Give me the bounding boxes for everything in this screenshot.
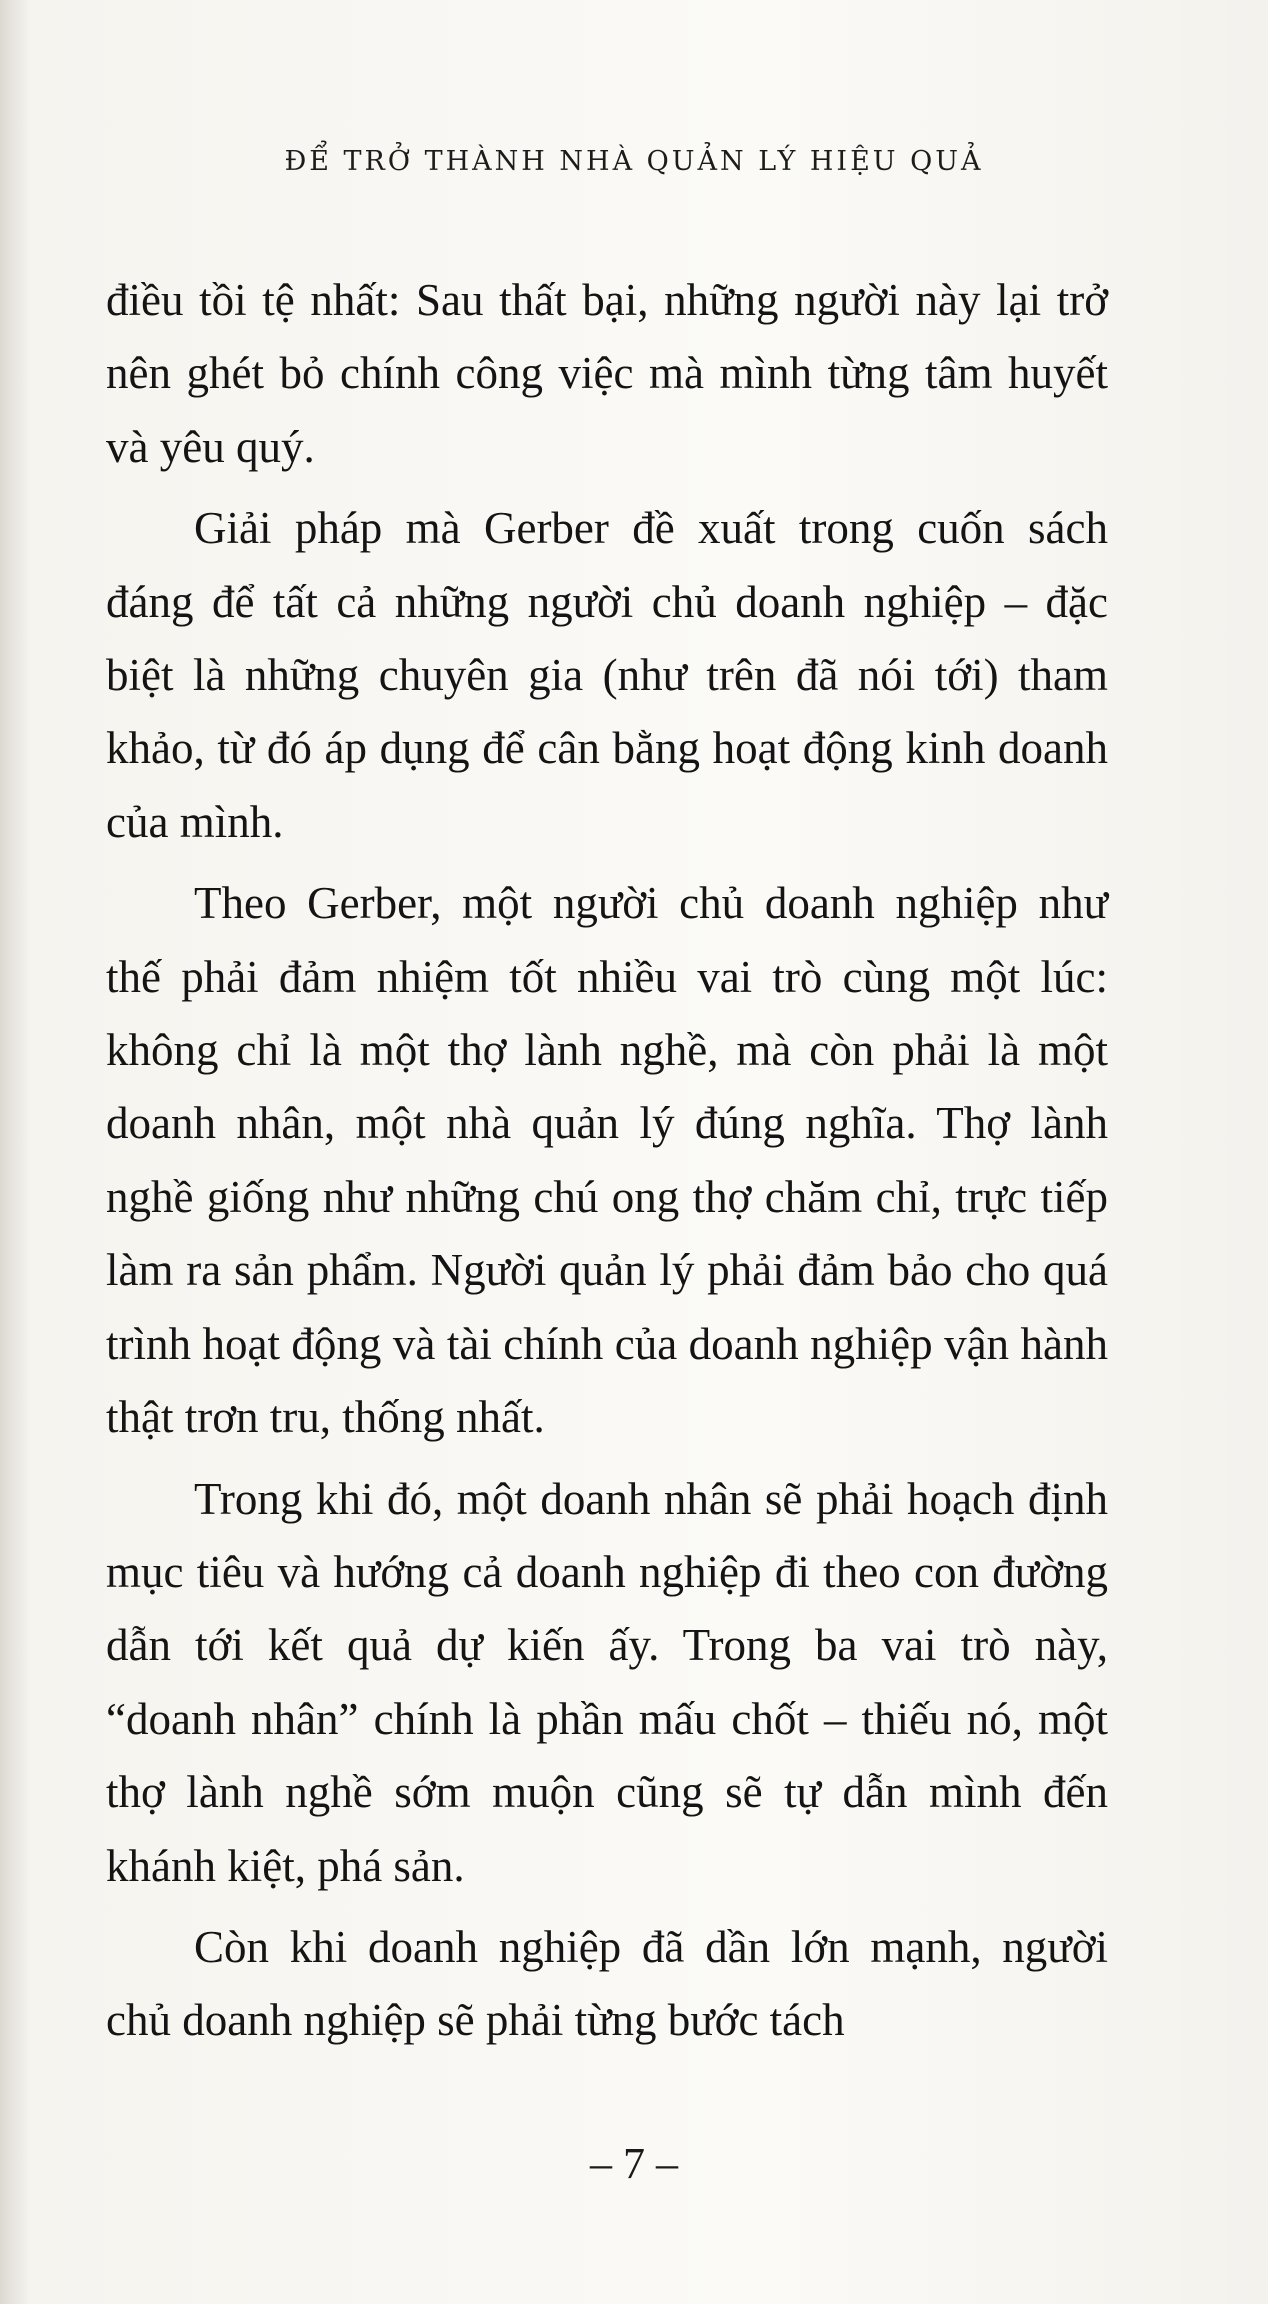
body-text (106, 264, 1108, 2066)
paragraph: Còn khi doanh nghiệp đã dần lớn mạnh, người chủ doanh nghiệp sẽ phải từng bước tách (106, 1921, 1108, 2046)
paragraph: Theo Gerber, một người chủ doanh nghiệp như thế phải đảm nhiệm tốt nhiều vai trò cùng một lúc: không chỉ là một thợ lành nghề, mà còn phải là một doanh nhân, một nhà quản lý đúng nghĩa. Thợ lành nghề giống như những chú ong thợ chăm chỉ, trực tiếp làm ra sản phẩm. Người quản lý phải đảm bảo cho quá trình hoạt động và tài chính của doanh nghiệp vận hành thật trơn tru, thống nhất. (106, 878, 1108, 1443)
paragraph: điều tồi tệ nhất: Sau thất bại, những người này lại trở nên ghét bỏ chính công việc mà mình từng tâm huyết và yêu quý. (106, 275, 1108, 472)
paragraph: Giải pháp mà Gerber đề xuất trong cuốn sách đáng để tất cả những người chủ doanh nghiệp – đặc biệt là những chuyên gia (như trên đã nói tới) tham khảo, từ đó áp dụng để cân bằng hoạt động kinh doanh của mình. (106, 503, 1108, 847)
running-head: ĐỂ TRỞ THÀNH NHÀ QUẢN LÝ HIỆU QUẢ (284, 146, 984, 177)
page-number: – 7 – (590, 2139, 678, 2188)
paragraph: Trong khi đó, một doanh nhân sẽ phải hoạch định mục tiêu và hướng cả doanh nghiệp đi theo con đường dẫn tới kết quả dự kiến ấy. Trong ba vai trò này, “doanh nhân” chính là phần mấu chốt – thiếu nó, một thợ lành nghề sớm muộn cũng sẽ tự dẫn mình đến khánh kiệt, phá sản. (106, 1473, 1108, 1891)
